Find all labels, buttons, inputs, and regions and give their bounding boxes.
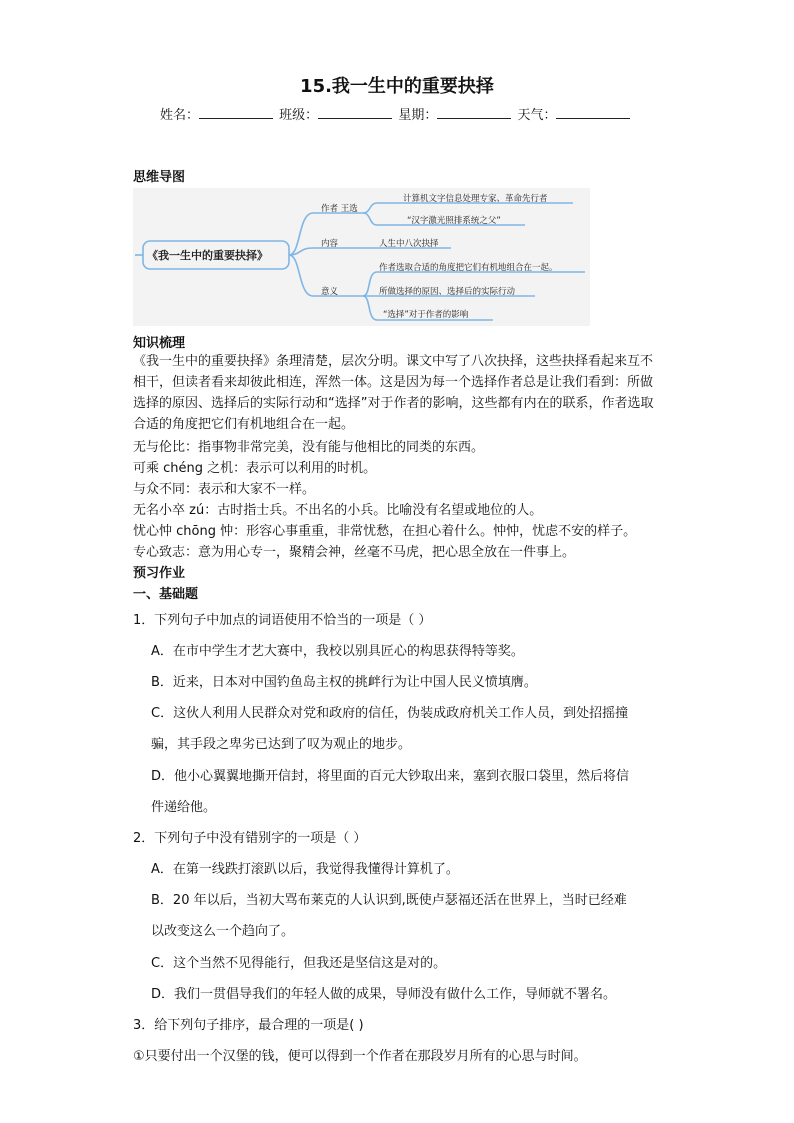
q3-sentence-1: ①只要付出一个汉堡的钱，便可以得到一个作者在那段岁月所有的心思与时间。: [133, 1049, 587, 1064]
knowledge-paragraph: 《我一生中的重要抉择》条理清楚，层次分明。课文中写了八次抉择，这些抉择看起来互不相干，但读者看来却彼此相连，浑然一体。这是因为每一个选择作者总是让我们看到：所做选择的原因、选择后的实际行动和“选择”对于作者的影响，这些都有内在的联系，作者选取合适的角度把它们有机地组合在一起。: [133, 354, 654, 432]
mindmap-meaning-item: 所做选择的原因、选择后的实际行动: [379, 287, 516, 297]
term-definition: 可乘 chéng 之机：表示可以利用的时机。: [133, 461, 377, 476]
q1-option-c-cont: 骗，其手段之卑劣已达到了叹为观止的地步。: [151, 737, 412, 752]
term-definition: 专心致志：意为用心专一，聚精会神，丝毫不马虎，把心思全放在一件事上。: [133, 545, 576, 560]
mindmap-author: 作者 王选: [321, 204, 358, 214]
weather-blank[interactable]: [556, 106, 630, 119]
week-label: 星期：: [398, 108, 438, 123]
mindmap-root: 《我一生中的重要抉择》: [147, 249, 268, 262]
mindmap-meaning: 意义: [321, 287, 339, 297]
question-2: 2．下列句子中没有错别字的一项是（ ）: [133, 831, 367, 846]
mindmap-content: 内容: [321, 239, 339, 249]
q1-option-c: C．这伙人利用人民群众对党和政府的信任，伪装成政府机关工作人员，到处招摇撞: [151, 706, 629, 721]
page-title: 15.我一生中的重要抉择: [300, 76, 494, 97]
mindmap-figure: [133, 188, 590, 326]
q1-option-d-cont: 件递给他。: [151, 800, 217, 815]
term-definition: 无与伦比：指事物非常完美，没有能与他相比的同类的东西。: [133, 440, 485, 455]
weather-label: 天气：: [517, 108, 557, 123]
class-blank[interactable]: [318, 106, 392, 119]
week-blank[interactable]: [437, 106, 511, 119]
knowledge-heading: 知识梳理: [133, 336, 186, 351]
q2-option-a: A．在第一线跌打滚趴以后，我觉得我懂得计算机了。: [151, 862, 459, 877]
q1-option-a: A．在市中学生才艺大赛中，我校以别具匠心的构思获得特等奖。: [151, 644, 524, 659]
mindmap-author-item: “汉字激光照排系统之父”: [407, 216, 501, 226]
q1-option-d: D．他小心翼翼地撕开信封，将里面的百元大钞取出来，塞到衣服口袋里，然后将信: [151, 769, 630, 784]
mindmap-meaning-item: “选择”对于作者的影响: [383, 310, 469, 320]
question-3: 3．给下列句子排序，最合理的一项是( ): [133, 1018, 364, 1033]
name-label: 姓名：: [160, 108, 200, 123]
term-definition: 忧心忡 chōng 忡：形容心事重重，非常忧愁，在担心着什么。忡忡，忧虑不安的样子。: [133, 524, 637, 539]
homework-heading: 预习作业: [133, 566, 186, 581]
mindmap-content-item: 人生中八次抉择: [379, 239, 439, 249]
name-blank[interactable]: [199, 106, 273, 119]
q2-option-b: B．20 年以后，当初大骂布莱克的人认识到,既使卢瑟福还活在世界上，当时已经难: [151, 893, 627, 908]
q1-option-b: B．近来，日本对中国钓鱼岛主权的挑衅行为让中国人民义愤填膺。: [151, 675, 537, 690]
term-definition: 无名小卒 zú：古时指士兵。不出名的小兵。比喻没有名望或地位的人。: [133, 503, 543, 518]
q2-option-b-cont: 以改变这么一个趋向了。: [151, 924, 295, 939]
class-label: 班级：: [279, 108, 319, 123]
section-heading: 一、基础题: [133, 587, 199, 602]
term-definition: 与众不同：表示和大家不一样。: [133, 482, 316, 497]
q2-option-c: C．这个当然不见得能行，但我还是坚信这是对的。: [151, 956, 447, 971]
mindmap-meaning-item: 作者选取合适的角度把它们有机地组合在一起。: [379, 263, 558, 273]
question-1: 1．下列句子中加点的词语使用不恰当的一项是（ ）: [133, 613, 432, 628]
q2-option-d: D．我们一贯倡导我们的年轻人做的成果，导师没有做什么工作，导师就不署名。: [151, 987, 617, 1002]
mindmap-author-item: 计算机文字信息处理专家、革命先行者: [403, 194, 548, 204]
mindmap-heading: 思维导图: [133, 170, 186, 185]
student-info-line: [160, 104, 632, 123]
